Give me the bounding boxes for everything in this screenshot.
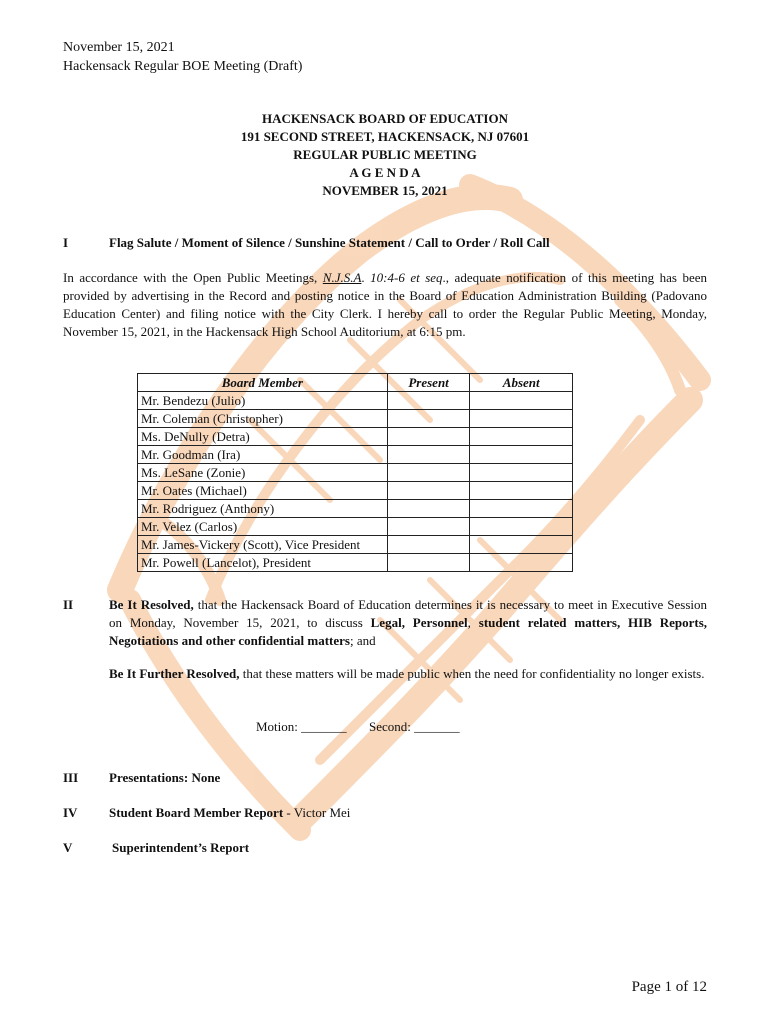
second-line: Second: _______ <box>369 719 460 734</box>
absent-cell[interactable] <box>470 554 573 572</box>
absent-cell[interactable] <box>470 464 573 482</box>
meeting-date: NOVEMBER 15, 2021 <box>322 183 448 198</box>
section-3-number: III <box>63 770 79 785</box>
present-cell[interactable] <box>387 392 470 410</box>
absent-cell[interactable] <box>470 410 573 428</box>
statute-citation: 10:4-6 et seq <box>370 270 443 285</box>
table-header-row <box>138 374 573 392</box>
section-4-number: IV <box>63 805 78 820</box>
absent-cell[interactable] <box>470 518 573 536</box>
board-address: 191 SECOND STREET, HACKENSACK, NJ 07601 <box>240 129 530 144</box>
section-2-number: II <box>63 597 74 612</box>
running-header <box>63 38 302 76</box>
present-cell[interactable] <box>387 554 470 572</box>
section-4-title: Student Board Member Report <box>109 805 284 820</box>
section-4-line: Student Board Member Report - Victor Mei <box>109 805 351 820</box>
header-absent: Absent <box>470 374 573 392</box>
absent-cell[interactable] <box>470 446 573 464</box>
further-resolved-label: Be It Further Resolved, <box>109 666 240 681</box>
section-3-title: Presentations: None <box>109 770 221 785</box>
roll-call-table <box>137 373 573 572</box>
header-board-member: Board Member <box>138 374 388 392</box>
absent-cell[interactable] <box>470 536 573 554</box>
present-cell[interactable] <box>387 536 470 554</box>
member-name: Mr. Bendezu (Julio) <box>138 392 388 410</box>
present-cell[interactable] <box>387 446 470 464</box>
present-cell[interactable] <box>387 410 470 428</box>
table-row <box>138 410 573 428</box>
present-cell[interactable] <box>387 428 470 446</box>
njsa-citation: N.J.S.A <box>322 270 362 285</box>
absent-cell[interactable] <box>470 428 573 446</box>
absent-cell[interactable] <box>470 482 573 500</box>
table-row <box>138 428 573 446</box>
present-cell[interactable] <box>387 500 470 518</box>
table-row <box>138 518 573 536</box>
absent-cell[interactable] <box>470 392 573 410</box>
header-meeting: Hackensack Regular BOE Meeting (Draft) <box>63 59 303 74</box>
sunshine-statement: In accordance with the Open Public Meetings, N.J.S.A. 10:4-6 et seq., adequate notification of this meeting has been provided by advertising in the Record and posting notice in the Board of Education Administration Building (Padovano Education Center) and filing notice with the City Clerk. I hereby call to order the Regular Public Meeting, Monday, November 15, 2021, in the Hackensack High School Auditorium, at 6:15 pm. <box>63 270 708 339</box>
table-row <box>138 446 573 464</box>
member-name: Ms. LeSane (Zonie) <box>138 464 388 482</box>
member-name: Mr. James-Vickery (Scott), Vice President <box>138 536 388 554</box>
present-cell[interactable] <box>387 518 470 536</box>
executive-session-resolution: Be It Resolved, that the Hackensack Board of Education determines it is necessary to meet in Executive Session on Monday, November 15, 2021, to discuss Legal, Personnel, student related matters, HIB Reports, Negotiations and other confidential matters; and <box>109 597 708 648</box>
agenda-title-block <box>0 110 770 200</box>
member-name: Mr. Goodman (Ira) <box>138 446 388 464</box>
section-5-number: V <box>63 840 73 855</box>
motion-line: Motion: _______ <box>256 719 347 734</box>
member-name: Mr. Powell (Lancelot), President <box>138 554 388 572</box>
table-row <box>138 392 573 410</box>
section-5-title: Superintendent’s Report <box>112 840 250 855</box>
table-row <box>138 554 573 572</box>
header-present: Present <box>387 374 470 392</box>
member-name: Mr. Oates (Michael) <box>138 482 388 500</box>
board-name: HACKENSACK BOARD OF EDUCATION <box>262 111 508 126</box>
present-cell[interactable] <box>387 464 470 482</box>
absent-cell[interactable] <box>470 500 573 518</box>
header-date: November 15, 2021 <box>63 40 175 55</box>
topic-student-matters: student related matters, HIB Reports, Negotiations and other confidential matters <box>109 615 708 648</box>
section-1-number: I <box>63 235 69 250</box>
meeting-type: REGULAR PUBLIC MEETING <box>293 147 477 162</box>
agenda-heading: A G E N D A <box>349 165 421 180</box>
resolved-label: Be It Resolved, <box>109 597 194 612</box>
present-cell[interactable] <box>387 482 470 500</box>
topic-legal-personnel: Legal, Personnel <box>370 615 468 630</box>
member-name: Ms. DeNully (Detra) <box>138 428 388 446</box>
table-row <box>138 500 573 518</box>
member-name: Mr. Rodriguez (Anthony) <box>138 500 388 518</box>
further-resolution: Be It Further Resolved, that these matters will be made public when the need for confidentiality no longer exists. <box>109 666 705 681</box>
section-1-title: Flag Salute / Moment of Silence / Sunshine Statement / Call to Order / Roll Call <box>109 235 550 250</box>
table-row <box>138 482 573 500</box>
member-name: Mr. Coleman (Christopher) <box>138 410 388 428</box>
student-member-name: Victor Mei <box>293 805 351 820</box>
page-number: Page 1 of 12 <box>631 979 707 995</box>
table-row <box>138 464 573 482</box>
member-name: Mr. Velez (Carlos) <box>138 518 388 536</box>
table-row <box>138 536 573 554</box>
